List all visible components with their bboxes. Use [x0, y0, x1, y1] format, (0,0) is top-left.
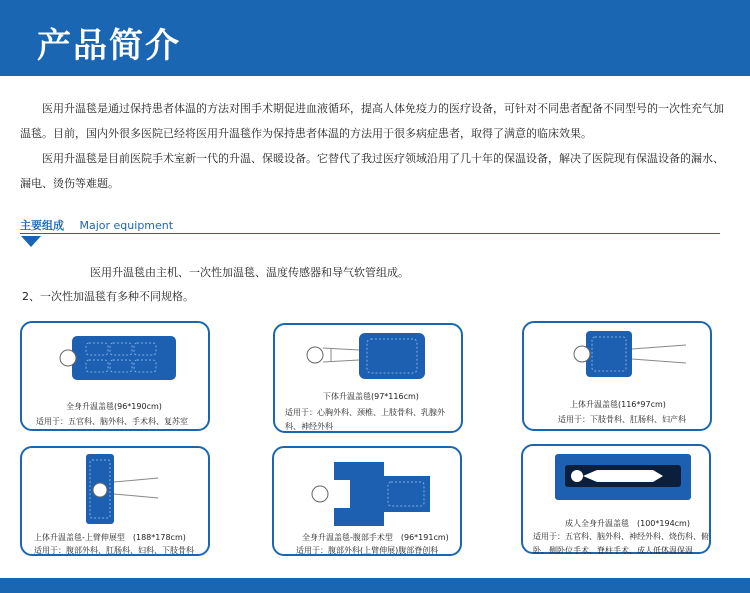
product-usage: 适用于：五官科、脑外科、手术科、复苏室 — [36, 417, 188, 426]
product-name: 成人全身升温盖毯 (100*194cm) — [565, 519, 690, 528]
page-title: 产品简介 — [37, 26, 181, 66]
product-card-upper-arm — [20, 446, 210, 556]
product-name: 全身升温盖毯-腹部手术型 (96*191cm) — [302, 533, 449, 542]
spec-line: 2、一次性加温毯有多种不同规格。 — [22, 290, 194, 303]
product-card-upper-body — [522, 321, 712, 431]
section-divider — [20, 233, 720, 234]
product-usage: 适用于：五官科、脑外科、神经外科、烧伤科、俯卧、侧卧位手术、脊柱手术、成人低体温保温 — [533, 532, 709, 555]
triangle-marker-icon — [21, 236, 41, 247]
product-card-lower-body — [273, 323, 463, 433]
product-usage: 适用于：腹部外科(上臂伸展)腹部脊创科 — [296, 546, 439, 555]
product-usage: 适用于：腹部外科、肛肠科、妇科、下肢骨科 — [34, 546, 194, 555]
product-name: 上体升温盖毯-上臂伸展型 (188*178cm) — [34, 533, 186, 542]
section-heading-en: Major equipment — [79, 219, 174, 232]
header-banner — [0, 0, 750, 76]
product-usage: 适用于：下肢骨科、肛肠科、妇产科 — [558, 415, 686, 424]
product-name: 下体升温盖毯(97*116cm) — [323, 392, 419, 401]
composition-line: 医用升温毯由主机、一次性加温毯、温度传感器和导气软管组成。 — [90, 266, 409, 279]
intro-paragraph-2: 医用升温毯是目前医院手术室新一代的升温、保暖设备。它替代了我过医疗领域沿用了几十年的保温设备，解决了医院现有保温设备的漏水、漏电、烫伤等难题。 — [20, 152, 724, 190]
product-card-full-body — [20, 321, 210, 431]
full-body-blanket-icon — [58, 333, 178, 383]
product-card-adult-full-body — [521, 444, 711, 554]
product-name: 上体升温盖毯(116*97cm) — [570, 400, 666, 409]
section-heading-cn: 主要组成 — [20, 219, 64, 232]
product-usage: 适用于：心胸外科、颈椎、上肢骨科、乳腺外科、神经外科 — [285, 408, 445, 431]
intro-paragraph-1: 医用升温毯是通过保持患者体温的方法对围手术期促进血液循环，提高人体免疫力的医疗设备，可针对不同患者配备不同型号的一次性充气加温毯。目前，国内外很多医院已经将医用升温毯作为保持患者体温的方法用于很多病症患者，取得了满意的临床效果。 — [20, 102, 724, 140]
intro-text — [20, 96, 730, 196]
section-heading — [20, 217, 173, 233]
lower-body-blanket-icon — [305, 331, 435, 381]
abdominal-blanket-icon — [304, 456, 434, 528]
upper-arm-blanket-icon — [66, 452, 166, 524]
product-card-abdominal — [272, 446, 462, 556]
product-name: 全身升温盖毯(96*190cm) — [66, 402, 162, 411]
upper-body-blanket-icon — [572, 329, 702, 379]
adult-full-body-blanket-icon — [553, 452, 693, 502]
footer-bar — [0, 578, 750, 593]
